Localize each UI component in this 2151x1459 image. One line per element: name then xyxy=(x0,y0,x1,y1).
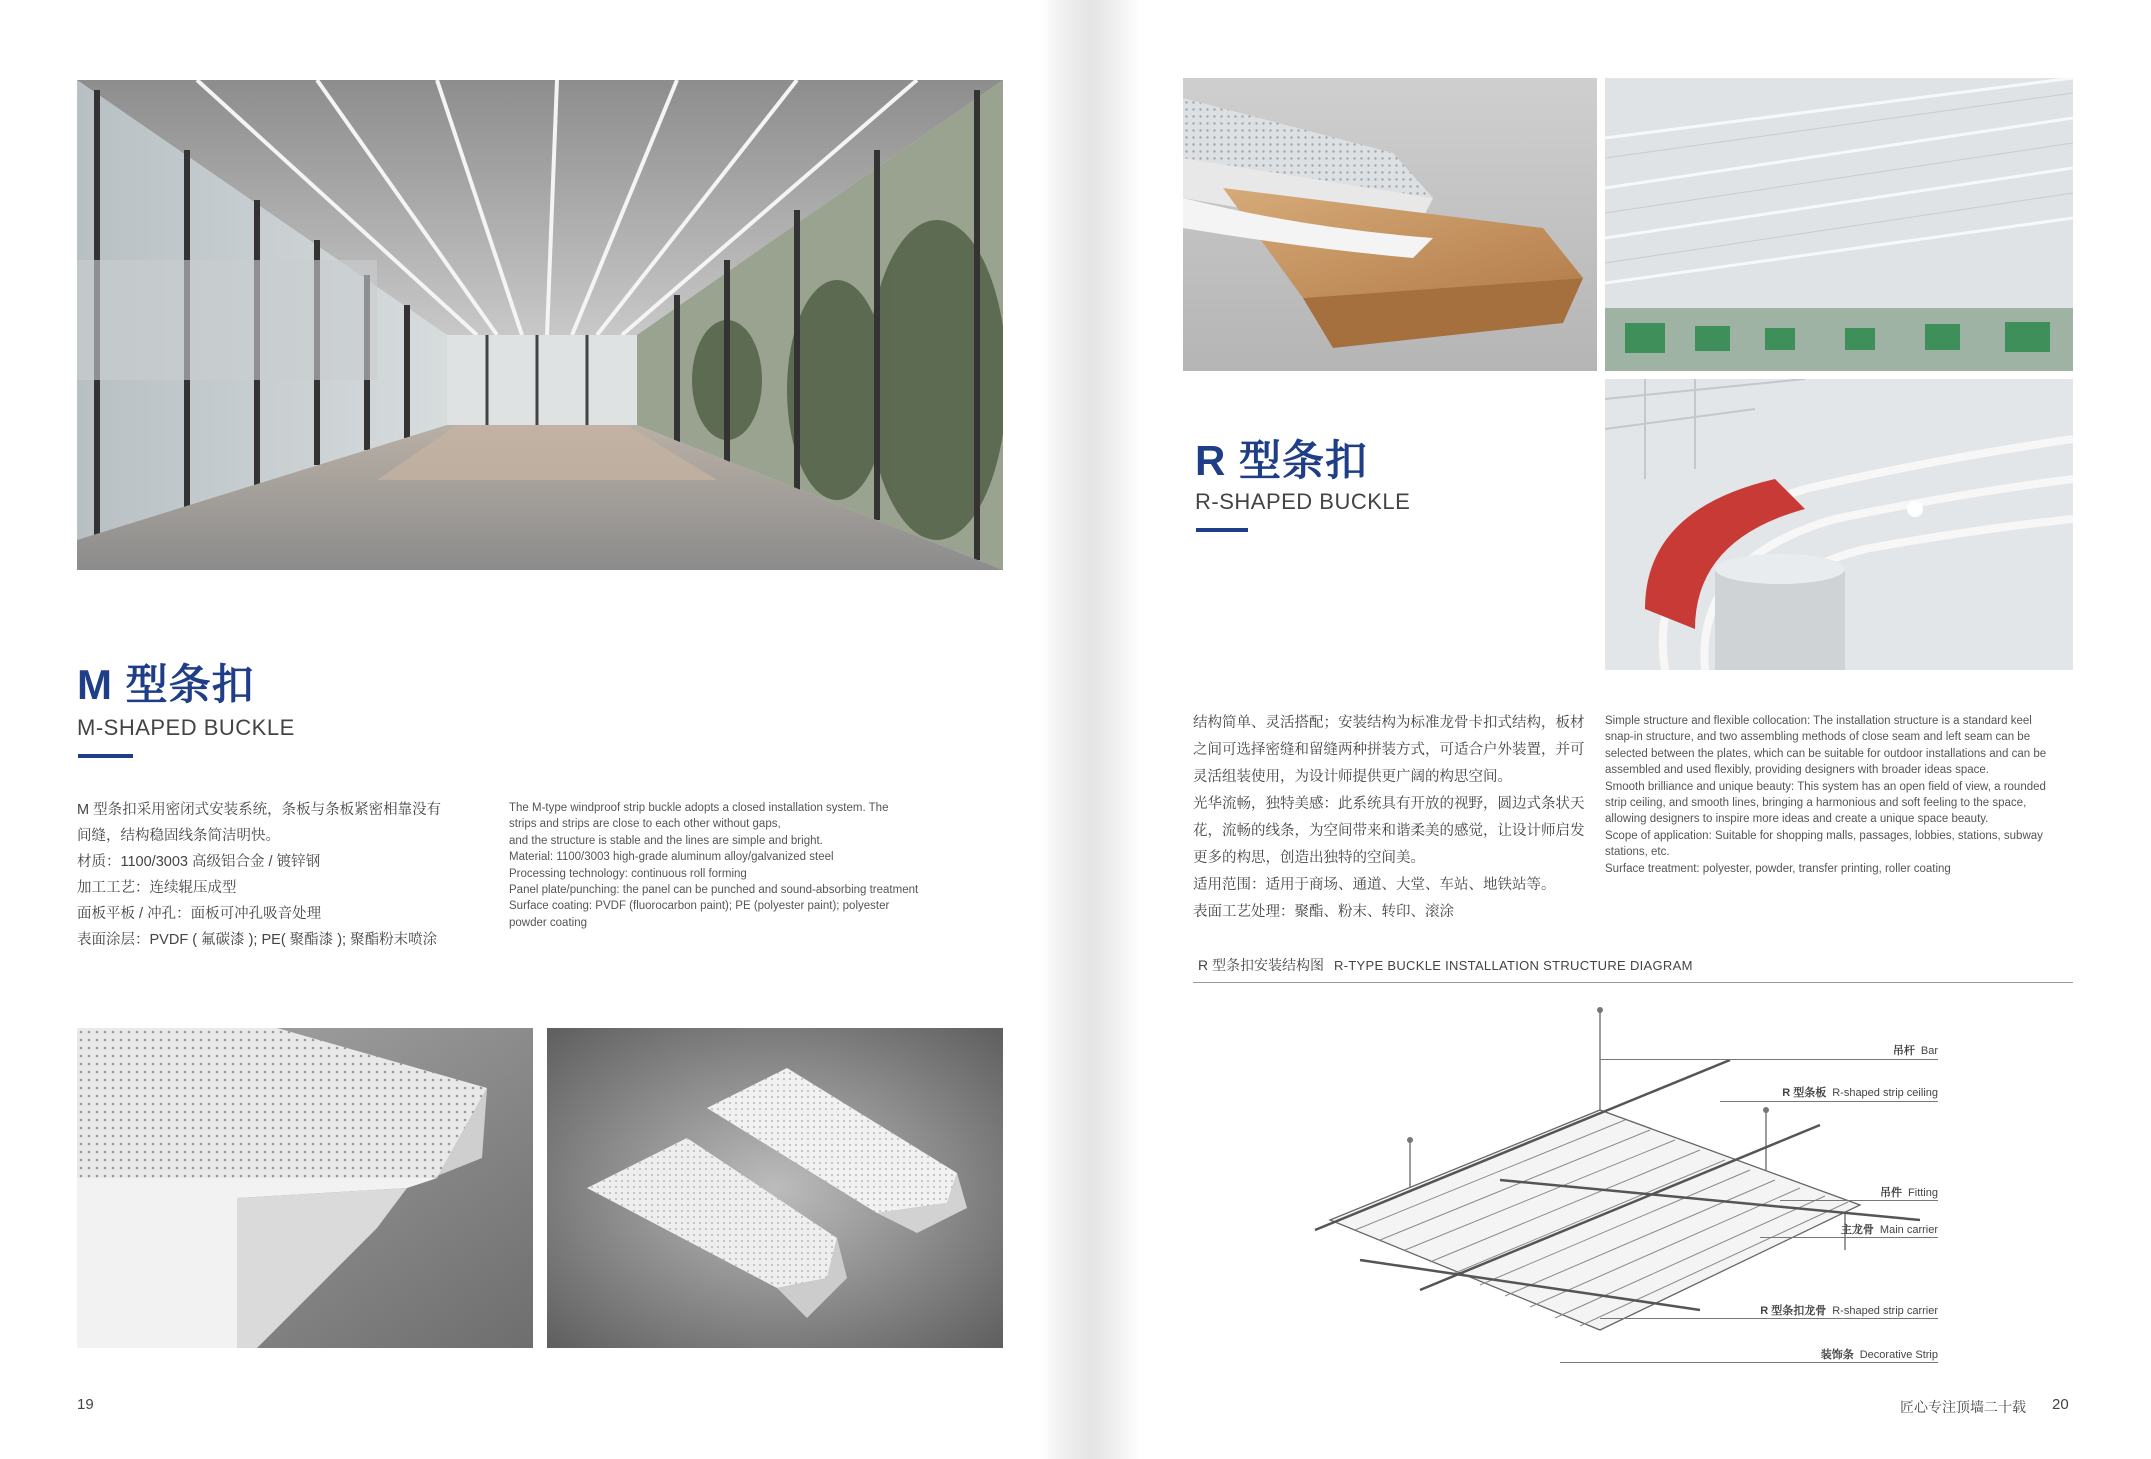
diagram-title xyxy=(1198,955,1693,975)
left-accent-bar xyxy=(78,754,133,758)
footer-slogan: 匠心专注顶墙二十载 xyxy=(1900,1399,2026,1415)
en-line: Material: 1100/3003 high-grade aluminum alloy/galvanized steel xyxy=(509,851,834,864)
cn-line: 更多的构思，创造出独特的空间美。 xyxy=(1193,850,1425,866)
callout-cn: R 型条扣龙骨 xyxy=(1760,1305,1827,1317)
callout-leader xyxy=(1780,1200,1938,1201)
right-title-cn: R 型条扣 xyxy=(1195,437,1369,484)
callout-strip-ceiling xyxy=(1782,1084,1938,1100)
en-line: allowing designers to inspire more ideas and create a unique space beauty. xyxy=(1605,813,1989,826)
m-panels-pair-photo xyxy=(547,1028,1003,1348)
callout-en: Fitting xyxy=(1908,1187,1938,1199)
callout-leader xyxy=(1600,1059,1938,1060)
callout-fitting xyxy=(1880,1184,1938,1200)
cn-line: 材质：1100/3003 高级铝合金 / 镀锌钢 xyxy=(77,854,321,870)
curved-ceiling-photo xyxy=(1605,379,2073,670)
corridor-photo xyxy=(77,80,1003,570)
right-en-description xyxy=(1605,713,2046,877)
left-title-cn: M 型条扣 xyxy=(77,661,255,708)
cn-line: 光华流畅，独特美感：此系统具有开放的视野，圆边式条状天 xyxy=(1193,796,1585,812)
callout-cn: 吊杆 xyxy=(1892,1045,1915,1057)
callout-bar xyxy=(1893,1042,1938,1058)
callout-en: R-shaped strip ceiling xyxy=(1832,1087,1938,1099)
callout-decorative-strip xyxy=(1821,1346,1938,1362)
installation-diagram xyxy=(1300,1000,1940,1380)
callout-cn: R 型条板 xyxy=(1782,1087,1827,1099)
en-line: The M-type windproof strip buckle adopts a closed installation system. The xyxy=(509,802,889,814)
right-title-en: R-SHAPED BUCKLE xyxy=(1195,489,1411,514)
diagram-rule xyxy=(1193,982,2073,983)
page-gutter xyxy=(1040,0,1140,1459)
cn-line: 面板平板 / 冲孔：面板可冲孔吸音处理 xyxy=(77,906,322,922)
callout-en: Decorative Strip xyxy=(1859,1349,1938,1361)
cn-line: M 型条扣采用密闭式安装系统，条板与条板紧密相靠没有 xyxy=(77,802,442,818)
callout-leader xyxy=(1720,1101,1938,1102)
left-page-number: 19 xyxy=(77,1396,94,1413)
en-line: Surface treatment: polyester, powder, transfer printing, roller coating xyxy=(1605,862,1951,875)
cn-line: 间缝，结构稳固线条简洁明快。 xyxy=(77,828,280,844)
cn-line: 结构简单、灵活搭配；安装结构为标准龙骨卡扣式结构，板材 xyxy=(1193,715,1585,731)
diagram-title-en: R-TYPE BUCKLE INSTALLATION STRUCTURE DIAGRAM xyxy=(1334,958,1693,973)
callout-leader xyxy=(1760,1237,1938,1238)
en-line: stations, etc. xyxy=(1605,846,1670,859)
callout-cn: 装饰条 xyxy=(1820,1349,1854,1361)
en-line: powder coating xyxy=(509,916,587,929)
left-cn-description xyxy=(77,797,441,953)
en-line: Scope of application: Suitable for shopping malls, passages, lobbies, stations, subway xyxy=(1605,829,2043,842)
callout-en: Bar xyxy=(1920,1045,1938,1057)
callout-en: R-shaped strip carrier xyxy=(1832,1305,1938,1317)
cn-line: 花，流畅的线条，为空间带来和谐柔美的感觉，让设计师启发 xyxy=(1193,823,1585,839)
en-line: selected between the plates, which can be suitable for outdoor installations and can be xyxy=(1605,747,2047,760)
callout-strip-carrier xyxy=(1760,1302,1938,1318)
en-line: Smooth brilliance and unique beauty: This system has an open field of view, a rounded xyxy=(1605,780,2046,793)
r-panel-product-photo xyxy=(1183,78,1597,371)
callout-leader xyxy=(1600,1318,1938,1319)
m-panel-perforated-photo xyxy=(77,1028,533,1348)
callout-en: Main carrier xyxy=(1879,1224,1938,1236)
en-line: Panel plate/punching: the panel can be punched and sound-absorbing treatment xyxy=(509,884,919,897)
en-line: assembled and used flexibly, providing designers with broader ideas space. xyxy=(1605,764,1989,777)
cn-line: 表面涂层：PVDF ( 氟碳漆 ); PE( 聚酯漆 ); 聚酯粉末喷涂 xyxy=(77,932,438,948)
en-line: Processing technology: continuous roll forming xyxy=(509,867,747,880)
right-page-number: 20 xyxy=(2052,1396,2069,1413)
callout-main-carrier xyxy=(1841,1221,1938,1237)
en-line: snap-in structure, and two assembling methods of close seam and left seam can be xyxy=(1605,731,2031,744)
cn-line: 灵活组装使用，为设计师提供更广阔的构思空间。 xyxy=(1193,769,1512,785)
cn-line: 加工工艺：连续辊压成型 xyxy=(77,880,237,896)
diagram-title-cn: R 型条扣安装结构图 xyxy=(1198,957,1324,973)
cn-line: 之间可选择密缝和留缝两种拼装方式，可适合户外装置，并可 xyxy=(1193,742,1585,758)
factory-ceiling-photo xyxy=(1605,78,2073,371)
callout-cn: 主龙骨 xyxy=(1840,1224,1874,1236)
callout-cn: 吊件 xyxy=(1880,1187,1903,1199)
en-line: strip ceiling, and smooth lines, bringing a harmonious and soft feeling to the space, xyxy=(1605,797,2027,810)
cn-line: 表面工艺处理：聚酯、粉末、转印、滚涂 xyxy=(1193,904,1454,920)
en-line: Surface coating: PVDF (fluorocarbon paint); PE (polyester paint); polyester xyxy=(509,900,890,913)
callout-leader xyxy=(1560,1362,1938,1363)
en-line: and the structure is stable and the lines are simple and bright. xyxy=(509,834,823,847)
right-cn-description xyxy=(1193,710,1585,926)
right-accent-bar xyxy=(1196,528,1248,532)
cn-line: 适用范围：适用于商场、通道、大堂、车站、地铁站等。 xyxy=(1193,877,1556,893)
left-title-en: M-SHAPED BUCKLE xyxy=(77,715,295,740)
left-en-description xyxy=(509,800,918,931)
en-line: Simple structure and flexible collocation: The installation structure is a standard keel xyxy=(1605,715,2032,727)
en-line: strips and strips are close to each other without gaps, xyxy=(509,818,781,831)
